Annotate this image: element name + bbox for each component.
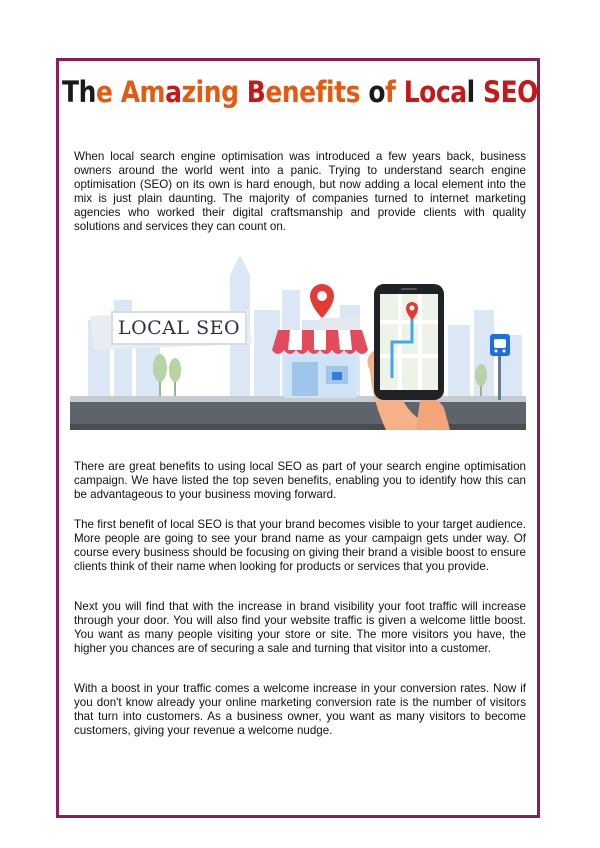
- title-segment: a: [165, 75, 182, 109]
- title-segment: enefits: [265, 75, 369, 109]
- foot-traffic-paragraph: Next you will find that with the increase in brand visibility your foot traffic will increase through your door. You will also find your website traffic is given a welcome little boost. You want as many people visiting your store or site. The more visitors you have, the higher you chances are of securing a sale and turning that visitor into a customer.: [74, 600, 526, 655]
- title-segment: Am: [120, 75, 166, 109]
- title-segment: zing: [181, 75, 247, 109]
- title-segment: f: [385, 75, 404, 109]
- title-segment: e: [95, 75, 121, 109]
- title-segment: B: [246, 75, 266, 109]
- brand-visibility-paragraph: The first benefit of local SEO is that your brand becomes visible to your target audience. More people are going to see your brand name as your campaign gets under way. Of course every business should be focusing on giving their brand a visible boost to ensure clients think of their name when looking for products or services that you provide.: [74, 518, 526, 573]
- local-seo-sign-text: LOCAL SEO: [117, 317, 241, 339]
- title-segment: Th: [62, 75, 96, 109]
- conversion-rates-paragraph: With a boost in your traffic comes a welcome increase in your conversion rates. Now if you don't know already your online marketing conversion rate is the number of visitors that turn into customers. As a business owner, you want as many visitors to become customers, giving your revenue a welcome nudge.: [74, 682, 526, 737]
- local-seo-illustration: [70, 250, 526, 430]
- benefits-intro-paragraph: There are great benefits to using local SEO as part of your search engine optimisation campaign. We have listed the top seven benefits, enabling you to identify how this can be advantageous to your business moving forward.: [74, 460, 526, 501]
- title-segment: SEO: [483, 75, 538, 109]
- title-segment: l: [466, 75, 484, 109]
- storefront: [272, 318, 368, 398]
- page-title: [42, 72, 558, 112]
- intro-paragraph: When local search engine optimisation was introduced a few years back, business owners around the world went into a panic. Trying to understand search engine optimisation (SEO) on its own is hard enough, but now adding a local element into the mix is just plain daunting. The majority of companies turned to internet marketing agencies who worked their digital craftsmanship and provide clients with quality solutions and services they can count on.: [74, 150, 526, 233]
- title-segment: o: [368, 75, 386, 109]
- title-segment: Loca: [403, 75, 467, 109]
- smartphone-map: [374, 284, 444, 400]
